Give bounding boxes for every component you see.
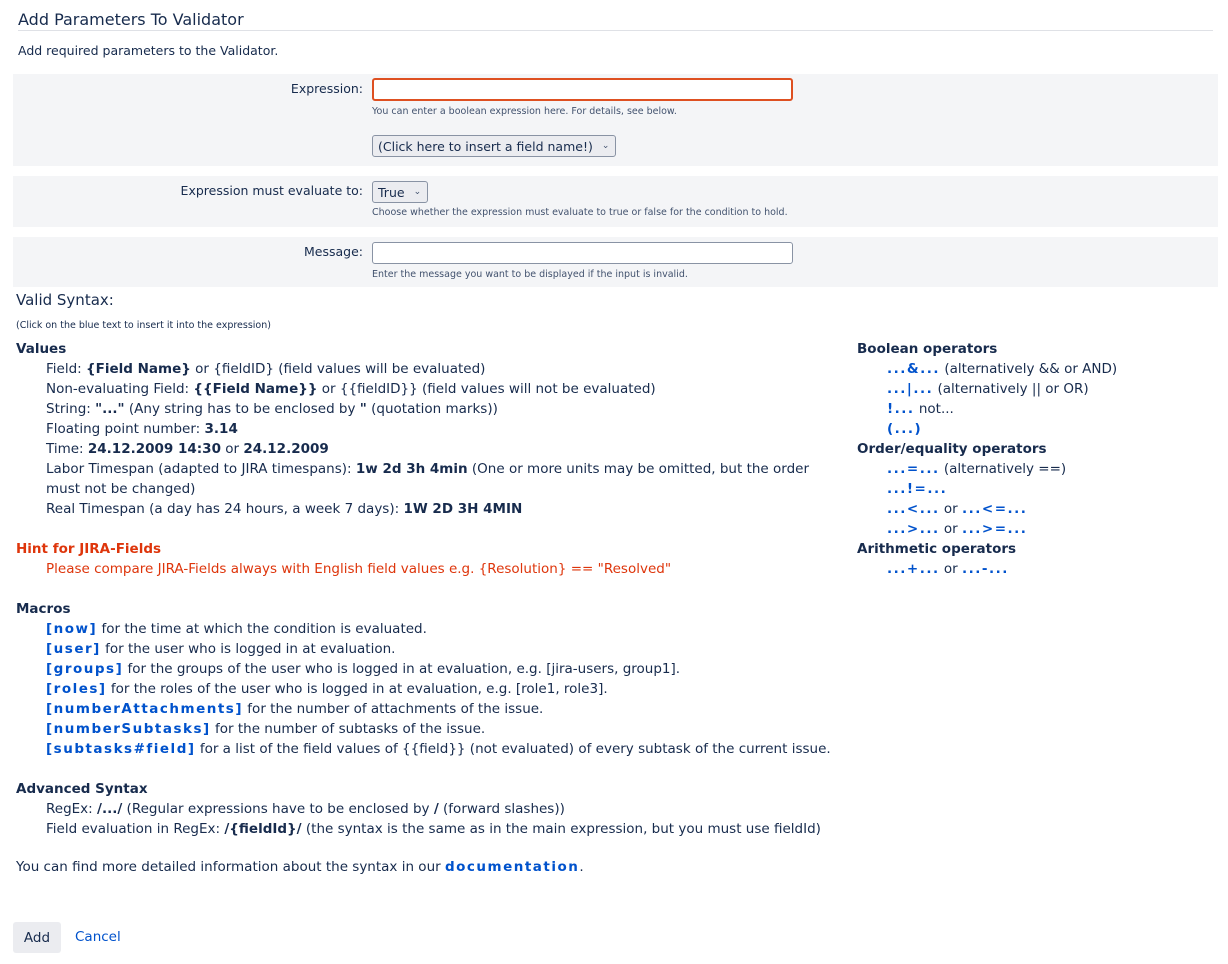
macro-now-link[interactable]: [now] — [46, 621, 98, 637]
op-gt: ...>... or ...>=... — [887, 521, 1028, 537]
hint-jira-text: Please compare JIRA-Fields always with English field values e.g. {Resolution} == "Resolved" — [46, 561, 672, 577]
message-label: Message: — [304, 244, 363, 259]
macro-user-link[interactable]: [user] — [46, 641, 101, 657]
hint-jira-heading: Hint for JIRA-Fields — [16, 541, 162, 557]
documentation-link[interactable]: documentation — [444, 859, 580, 875]
evaluate-select[interactable] — [372, 181, 428, 203]
macro-now: [now] for the time at which the condition is evaluated. — [46, 621, 427, 637]
op-paren-link[interactable]: (...) — [887, 421, 923, 437]
macro-number-attachments: [numberAttachments] for the number of attachments of the issue. — [46, 701, 544, 717]
advanced-field-regex: Field evaluation in RegEx: /{fieldId}/ (the syntax is the same as in the main expression, but you must use fieldId) — [46, 821, 821, 837]
message-help: Enter the message you want to be displayed if the input is invalid. — [372, 269, 688, 280]
value-string: String: "..." (Any string has to be enclosed by " (quotation marks)) — [46, 401, 498, 417]
evaluate-label: Expression must evaluate to: — [180, 183, 363, 198]
macro-groups: [groups] for the groups of the user who is logged in at evaluation, e.g. [jira-users, group1]. — [46, 661, 681, 677]
expression-input[interactable] — [372, 78, 793, 101]
advanced-regex: RegEx: /.../ (Regular expressions have to be enclosed by / (forward slashes)) — [46, 801, 565, 817]
op-eq: ...=... (alternatively ==) — [887, 461, 1067, 477]
documentation-text: You can find more detailed information about the syntax in our documentation. — [16, 859, 584, 875]
boolean-operators-heading: Boolean operators — [857, 341, 998, 357]
macro-groups-link[interactable]: [groups] — [46, 661, 124, 677]
expression-help: You can enter a boolean expression here. For details, see below. — [372, 106, 677, 117]
op-not: !... not... — [887, 401, 954, 417]
macro-subtasks-field-link[interactable]: [subtasks#field] — [46, 741, 196, 757]
page-subtitle: Add required parameters to the Validator. — [18, 43, 279, 58]
op-and-link[interactable]: ...&... — [887, 361, 941, 377]
values-heading: Values — [16, 341, 67, 357]
op-and: ...&... (alternatively && or AND) — [887, 361, 1118, 377]
op-or-link[interactable]: ...|... — [887, 381, 934, 397]
arithmetic-operators-heading: Arithmetic operators — [857, 541, 1017, 557]
op-eq-link[interactable]: ...=... — [887, 461, 940, 477]
op-lte-link[interactable]: ...<=... — [962, 501, 1028, 517]
op-plus-minus: ...+... or ...-... — [887, 561, 1009, 577]
value-field: Field: {Field Name} or {fieldID} (field values will be evaluated) — [46, 361, 486, 377]
cancel-link[interactable]: Cancel — [75, 929, 121, 945]
value-non-evaluating-field: Non-evaluating Field: {{Field Name}} or {{fieldID}} (field values will not be evaluated) — [46, 381, 656, 397]
op-minus-link[interactable]: ...-... — [962, 561, 1009, 577]
macro-roles: [roles] for the roles of the user who is logged in at evaluation, e.g. [role1, role3]. — [46, 681, 608, 697]
add-button[interactable]: Add — [13, 922, 61, 953]
insert-field-select-value: (Click here to insert a field name!) — [378, 138, 593, 154]
macro-subtasks-field: [subtasks#field] for a list of the field values of {{field}} (not evaluated) of every subtask of the current issue. — [46, 741, 831, 757]
value-time: Time: 24.12.2009 14:30 or 24.12.2009 — [46, 441, 329, 457]
insert-field-select[interactable] — [372, 135, 616, 157]
macro-number-subtasks: [numberSubtasks] for the number of subtasks of the issue. — [46, 721, 486, 737]
evaluate-help: Choose whether the expression must evaluate to true or false for the condition to hold. — [372, 207, 788, 218]
op-gt-link[interactable]: ...>... — [887, 521, 940, 537]
evaluate-select-value: True — [378, 184, 405, 200]
op-plus-link[interactable]: ...+... — [887, 561, 940, 577]
chevron-down-icon: ⌄ — [413, 187, 422, 197]
message-input[interactable] — [372, 242, 793, 264]
op-neq — [857, 479, 1217, 499]
message-row — [13, 237, 1218, 287]
op-not-link[interactable]: !... — [887, 401, 915, 417]
syntax-right-column — [857, 339, 1217, 579]
expression-row — [13, 74, 1218, 166]
macros-heading: Macros — [16, 601, 71, 617]
evaluate-row — [13, 176, 1218, 227]
macro-number-attachments-link[interactable]: [numberAttachments] — [46, 701, 244, 717]
macro-number-subtasks-link[interactable]: [numberSubtasks] — [46, 721, 211, 737]
value-float: Floating point number: 3.14 — [46, 421, 238, 437]
syntax-hint: (Click on the blue text to insert it into the expression) — [16, 320, 271, 331]
op-gte-link[interactable]: ...>=... — [962, 521, 1028, 537]
op-lt-link[interactable]: ...<... — [887, 501, 940, 517]
syntax-title: Valid Syntax: — [16, 291, 114, 309]
expression-label: Expression: — [290, 81, 363, 96]
order-operators-heading: Order/equality operators — [857, 441, 1047, 457]
value-labor-timespan: Labor Timespan (adapted to JIRA timespans): 1w 2d 3h 4min (One or more units may be omitted, but the order must not be changed) — [46, 461, 810, 497]
macro-user: [user] for the user who is logged in at evaluation. — [46, 641, 396, 657]
op-paren — [857, 419, 1217, 439]
advanced-heading: Advanced Syntax — [16, 781, 148, 797]
value-real-timespan: Real Timespan (a day has 24 hours, a week 7 days): 1W 2D 3H 4MIN — [46, 501, 523, 517]
op-or: ...|... (alternatively || or OR) — [887, 381, 1089, 397]
op-neq-link[interactable]: ...!=... — [887, 481, 948, 497]
op-lt: ...<... or ...<=... — [887, 501, 1028, 517]
page-title: Add Parameters To Validator — [18, 10, 1213, 31]
syntax-left-column — [16, 339, 836, 839]
macro-roles-link[interactable]: [roles] — [46, 681, 107, 697]
chevron-down-icon: ⌄ — [601, 141, 610, 151]
